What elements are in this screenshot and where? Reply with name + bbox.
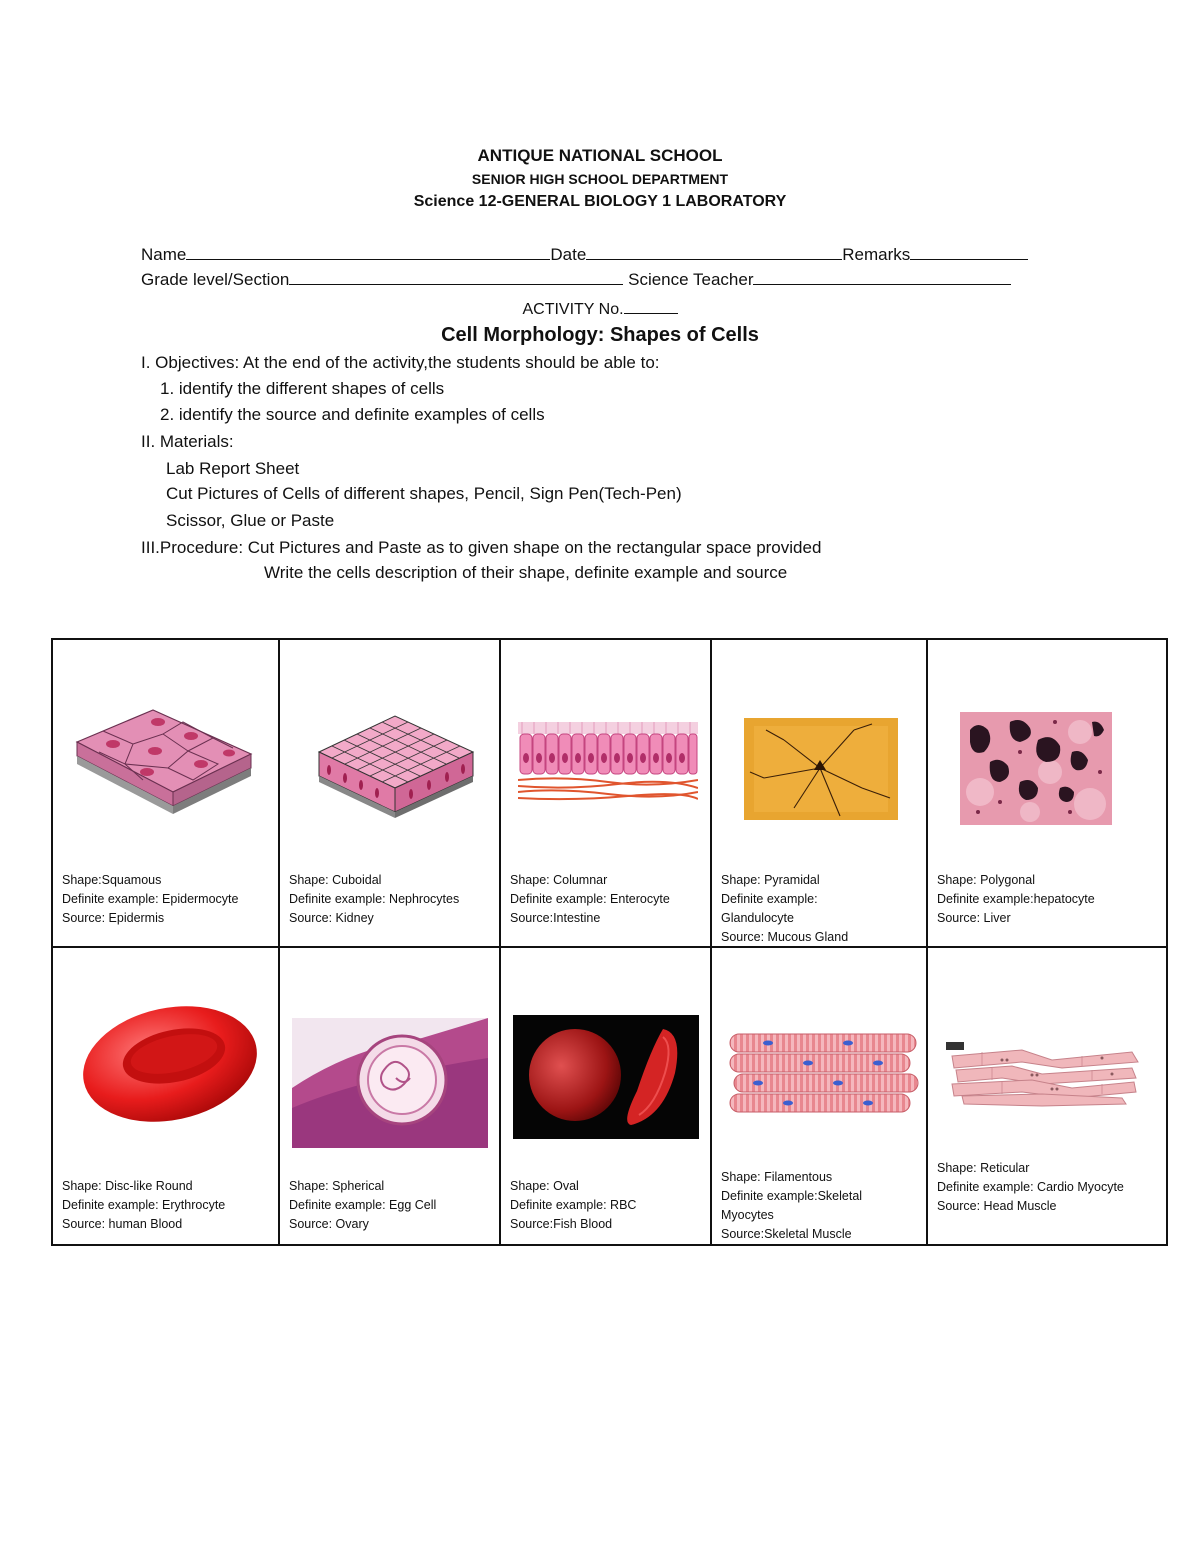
caption-example: Definite example: Cardio Myocyte [937,1180,1124,1194]
cell-caption [62,871,238,928]
caption-source: Source: Ovary [289,1217,369,1231]
caption-example-cont: Myocytes [721,1208,774,1222]
caption-example: Definite example: Nephrocytes [289,892,460,906]
teacher-label: Science Teacher [628,270,754,289]
cell-cuboidal [279,639,500,947]
caption-shape: Shape: Polygonal [937,873,1035,887]
cell-columnar [500,639,711,947]
cardiac-myocyte-image [942,1038,1144,1108]
cell-polygonal [927,639,1167,947]
cell-oval [500,947,711,1245]
caption-source: Source:Fish Blood [510,1217,613,1231]
caption-example: Definite example: RBC [510,1198,637,1212]
cell-caption [289,1177,436,1234]
grade-label: Grade level/Section [141,270,290,289]
caption-shape: Shape:Squamous [62,873,162,887]
form-row-1 [141,245,1028,265]
form-row-2 [141,270,1011,290]
caption-source: Source: Mucous Gland [721,930,849,944]
cell-caption [721,1168,862,1244]
columnar-cell-image [518,722,698,802]
caption-example: Definite example: Enterocyte [510,892,670,906]
cell-caption [289,871,459,928]
cell-reticular [927,947,1167,1245]
caption-example: Definite example:hepatocyte [937,892,1095,906]
name-label: Name [141,245,187,264]
caption-shape: Shape: Cuboidal [289,873,382,887]
caption-example: Definite example: Egg Cell [289,1198,437,1212]
remarks-label: Remarks [842,245,911,264]
objective-item: 2. identify the source and definite examples of cells [160,405,545,424]
caption-example: Definite example: Epidermocyte [62,892,239,906]
material-item: Cut Pictures of Cells of different shapes, Pencil, Sign Pen(Tech-Pen) [166,484,682,503]
cell-pyramidal [711,639,927,947]
fish-rbc-image [513,1015,699,1139]
date-label: Date [550,245,587,264]
pyramidal-cell-image [744,718,898,820]
caption-source: Source:Intestine [510,911,601,925]
cell-caption [937,1159,1124,1216]
remarks-field[interactable] [910,245,1028,260]
date-field[interactable] [586,245,842,260]
caption-source: Source: Liver [937,911,1011,925]
name-field[interactable] [186,245,550,260]
erythrocyte-image [79,1004,261,1124]
cell-shapes-table [51,638,1168,1246]
material-item: Lab Report Sheet [166,459,300,478]
squamous-cell-image [73,706,255,816]
caption-shape: Shape: Columnar [510,873,608,887]
activity-number-field[interactable] [624,299,678,314]
caption-example: Definite example:Skeletal [721,1189,863,1203]
caption-source: Source: Head Muscle [937,1199,1057,1213]
caption-shape: Shape: Disc-like Round [62,1179,193,1193]
activity-label: ACTIVITY No. [522,301,624,318]
caption-source: Source:Skeletal Muscle [721,1227,852,1241]
materials-heading: II. Materials: [141,432,234,451]
caption-example-cont: Glandulocyte [721,911,794,925]
caption-shape: Shape: Filamentous [721,1170,833,1184]
grade-field[interactable] [289,270,623,285]
procedure-line-2: Write the cells description of their shape, definite example and source [264,563,788,582]
department-name: SENIOR HIGH SCHOOL DEPARTMENT [471,171,729,187]
caption-source: Source: Epidermis [62,911,165,925]
caption-example: Definite example: [721,892,818,906]
caption-source: Source: human Blood [62,1217,183,1231]
cell-caption [937,871,1095,928]
cell-caption [721,871,848,947]
caption-shape: Shape: Pyramidal [721,873,820,887]
polygonal-cell-image [960,712,1112,825]
caption-shape: Shape: Oval [510,1179,579,1193]
activity-row [0,299,1200,319]
material-item: Scissor, Glue or Paste [166,511,335,530]
page-title: Cell Morphology: Shapes of Cells [441,324,759,346]
caption-shape: Shape: Reticular [937,1161,1030,1175]
caption-example: Definite example: Erythrocyte [62,1198,226,1212]
teacher-field[interactable] [753,270,1011,285]
egg-cell-image [292,1018,488,1148]
cell-caption [510,1177,636,1234]
caption-source: Source: Kidney [289,911,374,925]
course-name: Science 12-GENERAL BIOLOGY 1 LABORATORY [413,193,787,210]
school-name: ANTIQUE NATIONAL SCHOOL [477,146,723,165]
cell-caption [510,871,670,928]
cell-filamentous [711,947,927,1245]
cell-squamous [52,639,279,947]
objectives-heading: I. Objectives: At the end of the activity,the students should be able to: [141,353,660,372]
skeletal-myocyte-image [728,1030,920,1120]
caption-shape: Shape: Spherical [289,1179,385,1193]
procedure-line-1: III.Procedure: Cut Pictures and Paste as to given shape on the rectangular space provided [141,538,822,557]
cell-disc-like-round [52,947,279,1245]
cell-spherical [279,947,500,1245]
cell-caption [62,1177,225,1234]
cuboidal-cell-image [315,712,477,820]
objective-item: 1. identify the different shapes of cells [160,379,445,398]
